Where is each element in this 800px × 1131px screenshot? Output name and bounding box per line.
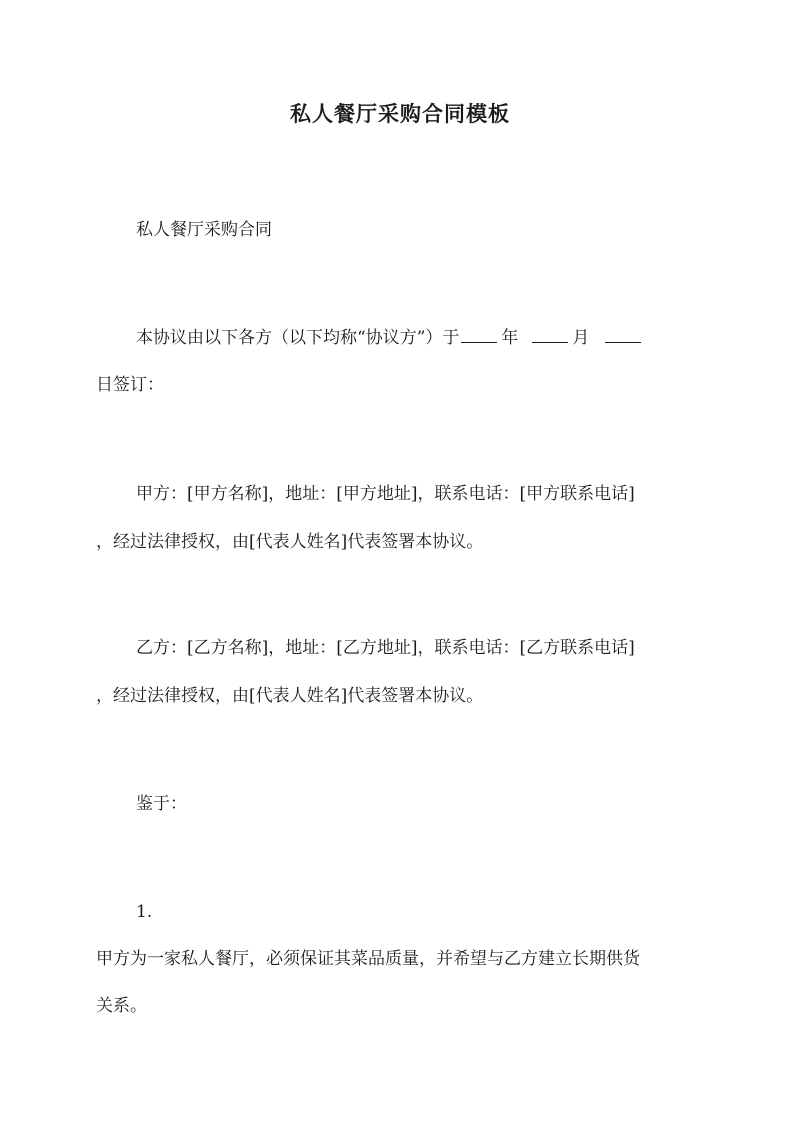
contract-subtitle: 私人餐厅采购合同 bbox=[136, 220, 272, 240]
year-label: 年 bbox=[501, 328, 519, 348]
party-b-line1: 乙方：[乙方名称]，地址：[乙方地址]，联系电话：[乙方联系电话] bbox=[136, 638, 635, 658]
party-a-line2: ，经过法律授权，由[代表人姓名]代表签署本协议。 bbox=[96, 532, 484, 552]
agreement-prefix: 本协议由以下各方（以下均称“协议方”）于 bbox=[136, 328, 460, 348]
clause-1-number: 1. bbox=[136, 902, 153, 922]
year-blank bbox=[461, 326, 497, 343]
document-title: 私人餐厅采购合同模板 bbox=[290, 101, 510, 126]
clause-1-line1: 甲方为一家私人餐厅，必须保证其菜品质量，并希望与乙方建立长期供货 bbox=[96, 949, 640, 969]
day-blank bbox=[605, 326, 641, 343]
month-blank bbox=[532, 326, 568, 343]
agreement-date-line bbox=[96, 326, 742, 350]
agreement-continuation: 日签订： bbox=[96, 375, 164, 395]
month-label: 月 bbox=[572, 328, 590, 348]
clause-1-line2: 关系。 bbox=[96, 996, 147, 1016]
whereas-heading: 鉴于： bbox=[136, 794, 187, 814]
party-a-line1: 甲方：[甲方名称]，地址：[甲方地址]，联系电话：[甲方联系电话] bbox=[136, 484, 635, 504]
party-b-line2: ，经过法律授权，由[代表人姓名]代表签署本协议。 bbox=[96, 686, 484, 706]
